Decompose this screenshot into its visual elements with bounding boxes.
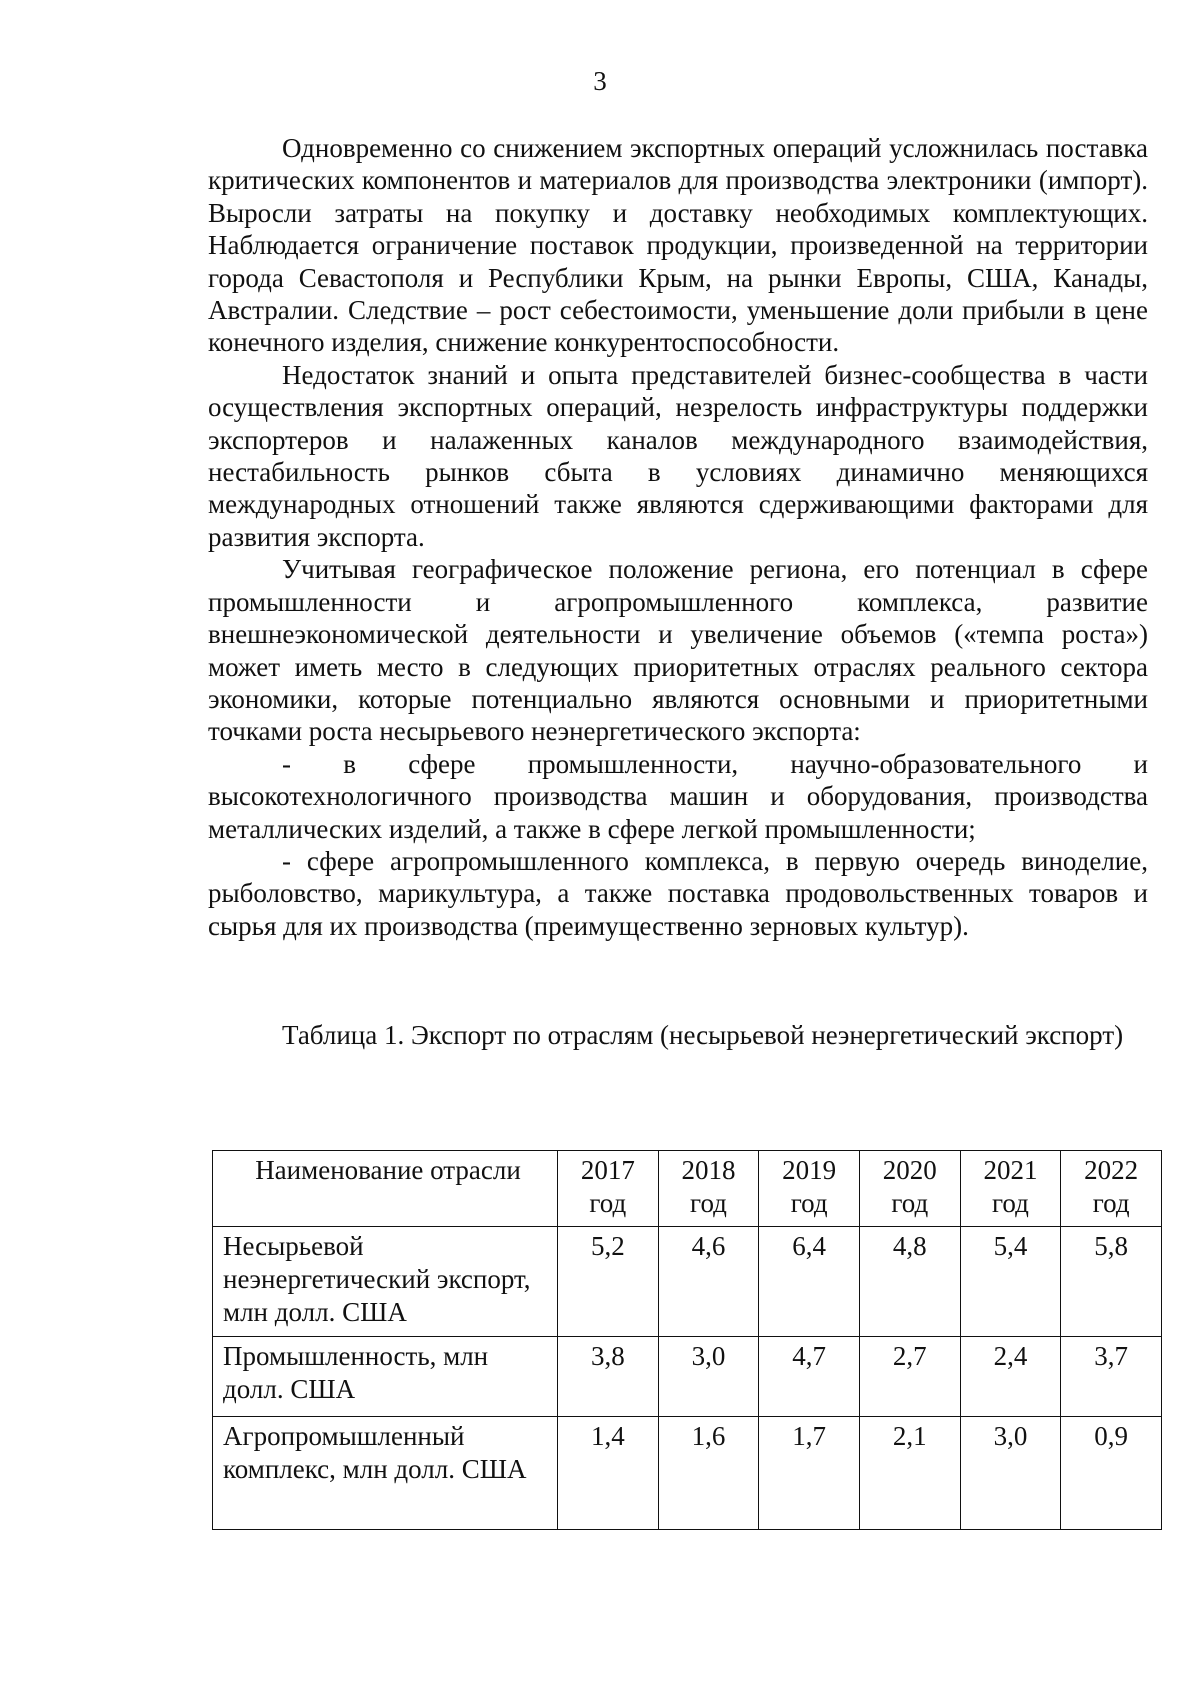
cell-value: 3,0 [658, 1337, 759, 1417]
cell-value: 3,8 [558, 1337, 659, 1417]
cell-value: 4,7 [759, 1337, 860, 1417]
header-name: Наименование отрасли [213, 1151, 558, 1227]
header-year-2017: 2017 год [558, 1151, 659, 1227]
cell-value: 5,2 [558, 1227, 659, 1337]
list-item-agro: - сфере агропромышленного комплекса, в первую очередь виноделие, рыболовство, марикультура, а также поставка продовольственных товаров и сырья для их производства (преимущественно зерновых культур). [208, 845, 1148, 941]
header-year-2020: 2020 год [859, 1151, 960, 1227]
header-year-2021: 2021 год [960, 1151, 1061, 1227]
cell-value: 2,1 [859, 1417, 960, 1530]
cell-value: 1,6 [658, 1417, 759, 1530]
paragraph-import-difficulties: Одновременно со снижением экспортных операций усложнилась поставка критических компонентов и материалов для производства электроники (импорт). Выросли затраты на покупку и доставку необходимых комплектующих. Наблюдается ограничение поставок продукции, произведенной на территории города Севастополя и Республики Крым, на рынки Европы, США, Канады, Австралии. Следствие – рост себестоимости, уменьшение доли прибыли в цене конечного изделия, снижение конкурентоспособности. [208, 133, 1148, 358]
table-row [213, 1337, 1162, 1417]
cell-value: 3,0 [960, 1417, 1061, 1530]
cell-value: 1,4 [558, 1417, 659, 1530]
cell-value: 5,4 [960, 1227, 1061, 1337]
row-name: Несырьевой неэнергетический экспорт, млн долл. США [213, 1227, 558, 1337]
row-name: Агропромышленный комплекс, млн долл. США [213, 1417, 558, 1530]
table-header-row [213, 1151, 1162, 1227]
paragraph-constraints: Недостаток знаний и опыта представителей бизнес-сообщества в части осуществления экспортных операций, незрелость инфраструктуры поддержки экспортеров и налаженных каналов международного взаимодействия, нестабильность рынков сбыта в условиях динамично меняющихся международных отношений также являются сдерживающими факторами для развития экспорта. [208, 359, 1148, 552]
cell-value: 3,7 [1061, 1337, 1162, 1417]
list-item-industry: - в сфере промышленности, научно-образовательного и высокотехнологичного производства машин и оборудования, производства металлических изделий, а также в сфере легкой промышленности; [208, 748, 1148, 844]
table-row [213, 1227, 1162, 1337]
header-year-2018: 2018 год [658, 1151, 759, 1227]
paragraph-priority-sectors: Учитывая географическое положение региона, его потенциал в сфере промышленности и агропромышленного комплекса, развитие внешнеэкономической деятельности и увеличение объемов («темпа роста») может иметь место в следующих приоритетных отраслях реального сектора экономики, которые потенциально являются основными и приоритетными точками роста несырьевого неэнергетического экспорта: [208, 554, 1148, 747]
cell-value: 4,8 [859, 1227, 960, 1337]
cell-value: 1,7 [759, 1417, 860, 1530]
cell-value: 2,7 [859, 1337, 960, 1417]
cell-value: 6,4 [759, 1227, 860, 1337]
cell-value: 5,8 [1061, 1227, 1162, 1337]
table-caption: Таблица 1. Экспорт по отраслям (несырьевой неэнергетический экспорт) [282, 1020, 1124, 1050]
cell-value: 0,9 [1061, 1417, 1162, 1530]
row-name: Промышленность, млн долл. США [213, 1337, 558, 1417]
table-row [213, 1417, 1162, 1530]
body-text [208, 132, 1148, 942]
page-number: 3 [593, 66, 607, 96]
cell-value: 2,4 [960, 1337, 1061, 1417]
header-year-2019: 2019 год [759, 1151, 860, 1227]
export-table [212, 1150, 1162, 1530]
cell-value: 4,6 [658, 1227, 759, 1337]
header-year-2022: 2022 год [1061, 1151, 1162, 1227]
